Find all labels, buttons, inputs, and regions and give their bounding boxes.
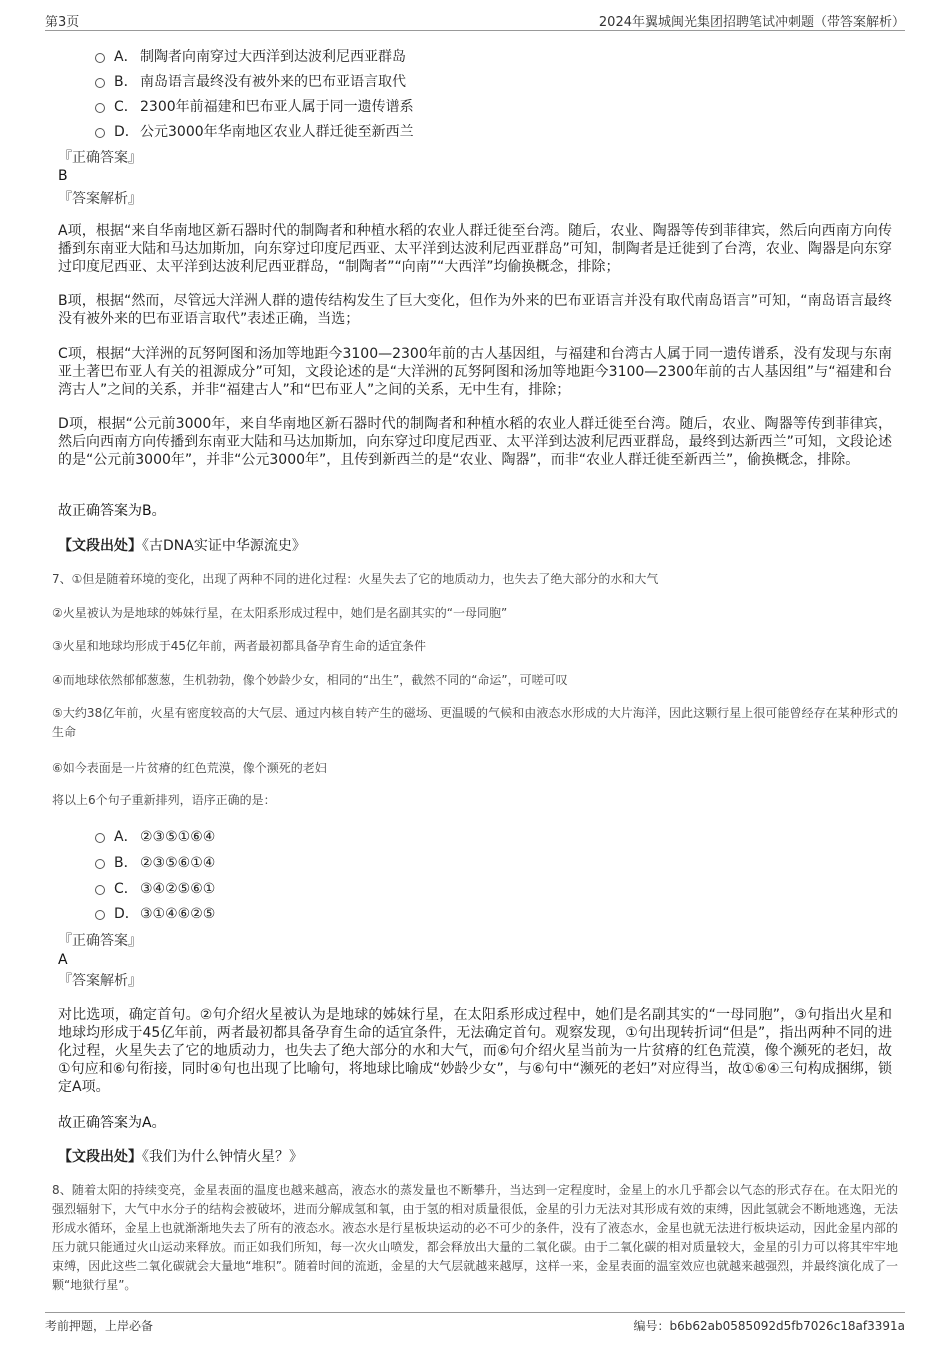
q6-answer: B (58, 168, 68, 184)
q7-conclusion: 故正确答案为A。 (58, 1115, 166, 1131)
radio-icon[interactable] (95, 128, 105, 138)
radio-icon[interactable] (95, 103, 105, 113)
radio-icon[interactable] (95, 885, 105, 895)
q7-answer: A (58, 952, 68, 968)
source-label: 【文段出处】 (58, 1149, 142, 1165)
q6-option-c[interactable]: C． 2300年前福建和巴布亚人属于同一遗传谱系 (95, 98, 414, 116)
q6-analysis-d: D项，根据“公元前3000年，来自华南地区新石器时代的制陶者和种植水稻的农业人群迁徙至台湾。随后，农业、陶器等传到菲律宾，然后向西南方向传播到东南亚大陆和马达加斯加，向东穿过印度尼西亚、太平洋到达波利尼西亚群岛，最终到达新西兰”可知，文段论述的是“公元前3000年”，并非“公元3000年”，且传到新西兰的是“农业、陶器”，而非“农业人群迁徙至新西兰”，偷换概念，排除。 (58, 416, 892, 468)
q7-option-d[interactable]: D．③①④⑥②⑤ (95, 905, 215, 923)
document-title: 2024年翼城闽光集团招聘笔试冲刺题（带答案解析） (598, 15, 905, 30)
source-label: 【文段出处】 (58, 538, 142, 554)
page-header (45, 8, 905, 31)
q7-sentence-4: ④而地球依然郁郁葱葱，生机勃勃，像个妙龄少女，相同的“出生”，截然不同的“命运”，可嗟可叹 (52, 673, 568, 687)
q6-option-a[interactable]: A． 制陶者向南穿过大西洋到达波利尼西亚群岛 (95, 48, 406, 66)
radio-icon[interactable] (95, 53, 105, 63)
q7-prompt: 将以上6个句子重新排列，语序正确的是： (52, 793, 276, 807)
radio-icon[interactable] (95, 833, 105, 843)
q6-source (58, 537, 306, 555)
footer-motto: 考前押题，上岸必备 (45, 1319, 154, 1333)
q6-analysis-c: C项，根据“大洋洲的瓦努阿图和汤加等地距今3100—2300年前的古人基因组，与福建和台湾古人属于同一遗传谱系，没有发现与东南亚土著巴布亚人有关的祖源成分”可知，文段论述的是“大洋洲的瓦努阿图和汤加等地距今3100—2300年前的古人基因组”与“福建和台湾古人”之间的关系，并非“福建古人”和“巴布亚人”之间的关系，无中生有，排除； (58, 346, 892, 398)
q7-option-a[interactable]: A． ②③⑤①⑥④ (95, 828, 215, 846)
q7-analysis: 对比选项，确定首句。②句介绍火星被认为是地球的姊妹行星，在太阳系形成过程中，她们是名副其实的“一母同胞”，③句指出火星和地球均形成于45亿年前，两者最初都具备孕育生命的适宜条件，无法确定首句。观察发现，①句出现转折词“但是”，指出两种不同的进化过程，火星失去了它的地质动力，也失去了绝大部分的水和大气，而⑥句介绍火星当前为一片贫瘠的红色荒漠，像个濒死的老妇，故①句应和⑥句衔接，同时④句也出现了比喻句，将地球比喻成“妙龄少女”，与⑥句中“濒死的老妇”对应得当，故①⑥④三句构成捆绑，锁定A项。 (58, 1007, 892, 1095)
radio-icon[interactable] (95, 78, 105, 88)
q7-answer-label: 『正确答案』 (58, 933, 142, 949)
q7-sentence-1: 7、①但是随着环境的变化，出现了两种不同的进化过程：火星失去了它的地质动力，也失去了绝大部分的水和大气 (52, 572, 659, 586)
q6-conclusion: 故正确答案为B。 (58, 503, 166, 519)
q6-option-d[interactable]: D．公元3000年华南地区农业人群迁徙至新西兰 (95, 123, 414, 141)
q7-sentence-6: ⑥如今表面是一片贫瘠的红色荒漠，像个濒死的老妇 (52, 761, 327, 775)
q7-sentence-5: ⑤大约38亿年前，火星有密度较高的大气层、通过内核自转产生的磁场、更温暖的气候和由液态水形成的大片海洋，因此这颗行星上很可能曾经存在某种形式的生命 (52, 706, 898, 739)
q6-analysis-label: 『答案解析』 (58, 191, 142, 207)
q8-passage: 8、随着太阳的持续变亮，金星表面的温度也越来越高，液态水的蒸发量也不断攀升，当达到一定程度时，金星上的水几乎都会以气态的形式存在。在太阳光的强烈辐射下，大气中水分子的结构会被破坏，进而分解成氢和氧，由于氢的相对质量很低，金星的引力无法对其形成有效的束缚，因此氢就会不断地逃逸，无法形成水循环，金星上也就渐渐地失去了所有的液态水。液态水是行星板块运动的必不可少的条件，没有了液态水，金星也就无法进行板块运动，因此金星内部的压力就只能通过火山运动来释放。而正如我们所知，每一次火山喷发，都会释放出大量的二氧化碳。由于二氧化碳的相对质量较大，金星的引力可以将其牢牢地束缚，因此这些二氧化碳就会大量地“堆积”。随着时间的流逝，金星的大气层就越来越厚，这样一来，金星表面的温室效应也就越来越强烈，并最终演化成了一颗“地狱行星”。 (52, 1183, 898, 1292)
q6-answer-label: 『正确答案』 (58, 150, 142, 166)
q7-source (58, 1148, 303, 1166)
q7-option-c[interactable]: C． ③④②⑤⑥① (95, 880, 215, 898)
source-title: 《我们为什么钟情火星？》 (142, 1149, 303, 1165)
page-footer (45, 1312, 905, 1335)
q7-sentence-2: ②火星被认为是地球的姊妹行星，在太阳系形成过程中，她们是名副其实的“一母同胞” (52, 606, 508, 620)
q6-analysis-b: B项，根据“然而，尽管远大洋洲人群的遗传结构发生了巨大变化，但作为外来的巴布亚语言并没有取代南岛语言”可知，“南岛语言最终没有被外来的巴布亚语言取代”表述正确，当选； (58, 293, 892, 327)
source-title: 《古DNA实证中华源流史》 (142, 538, 306, 554)
q6-analysis-a: A项，根据“来自华南地区新石器时代的制陶者和种植水稻的农业人群迁徙至台湾。随后，农业、陶器等传到菲律宾，然后向西南方向传播到东南亚大陆和马达加斯加，向东穿过印度尼西亚、太平洋到达波利尼西亚群岛”可知，制陶者是迁徙到了台湾，农业、陶器是向东穿过印度尼西亚、太平洋到达波利尼西亚群岛，“制陶者”“向南”“大西洋”均偷换概念，排除； (58, 223, 892, 275)
radio-icon[interactable] (95, 859, 105, 869)
q7-option-b[interactable]: B． ②③⑤⑥①④ (95, 854, 215, 872)
q7-sentence-3: ③火星和地球均形成于45亿年前，两者最初都具备孕育生命的适宜条件 (52, 639, 427, 653)
q7-analysis-label: 『答案解析』 (58, 973, 142, 989)
radio-icon[interactable] (95, 910, 105, 920)
q6-option-b[interactable]: B． 南岛语言最终没有被外来的巴布亚语言取代 (95, 73, 406, 91)
page-number: 第3页 (45, 15, 80, 30)
document-code: 编号：b6b62ab0585092d5fb7026c18af3391a (633, 1319, 905, 1333)
